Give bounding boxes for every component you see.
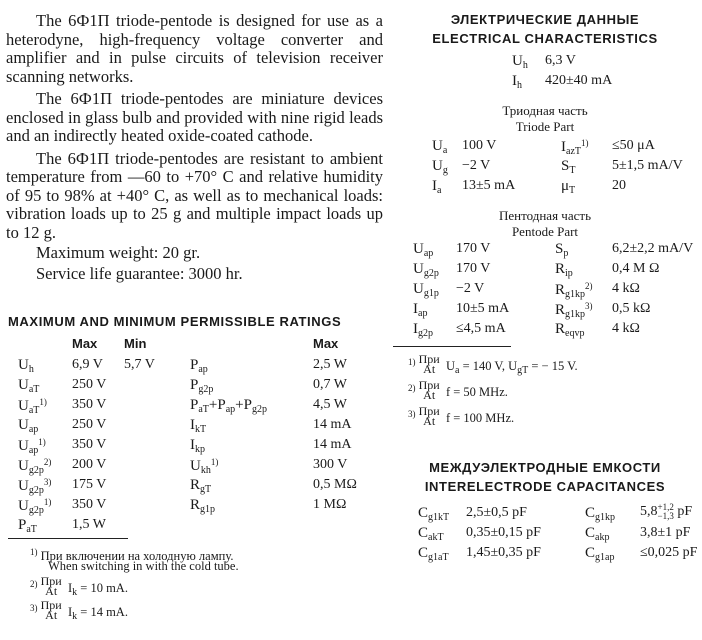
param-reqvp: $R_{eqvp}$ [555,321,585,339]
ratings-col-max: Max [72,336,98,351]
pentode-heading-ru: Пентодная часть [498,208,591,223]
value: 14 mA [313,417,352,432]
value: 175 V [72,477,107,492]
param-ua-triode: $U_a$ [432,138,448,156]
param-ih-el: $I_h$ [512,73,522,91]
param-pg2p: $P_{g2p}$ [190,377,214,395]
ratings-footnote-divider [8,538,128,539]
value: 350 V [72,397,107,412]
value: ≤50 μA [612,138,655,153]
param-uap-pentode: $U_{ap}$ [413,241,434,259]
param-uap: $U_{ap}$ [18,417,39,435]
pentode-heading-en: Pentode Part [511,224,579,239]
param-cg1kt: $C_{g1kT}$ [418,505,450,523]
value: 5,7 V [124,357,155,372]
value: 2,5 W [313,357,347,372]
capacitances-title [395,458,695,496]
param-cg1kp: $C_{g1kp}$ [585,505,616,523]
param-ia-triode: $I_a$ [432,178,442,196]
param-rg1kp-2: $R_{g1kp}^{2)}$ [555,281,593,300]
param-uh: $U_h$ [18,357,34,375]
value: 20 [612,178,626,193]
value: 4,5 W [313,397,347,412]
param-rip: $R_{ip}$ [555,261,573,279]
param-pap: $P_{ap}$ [190,357,208,375]
param-ug2p-2: $U_{g2p}^{2)}$ [18,457,52,476]
electrical-footnote-2: $^{2)}$ При At f = 50 MHz. [408,378,508,402]
param-cg1ap: $C_{g1ap}$ [585,545,615,563]
param-ug2p-3: $U_{g2p}^{3)}$ [18,477,52,496]
value: 2,5±0,5 pF [466,505,527,520]
electrical-footnote-divider [393,346,511,347]
value: 0,5 MΩ [313,477,357,492]
capacitances-title-en: INTERELECTRODE CAPACITANCES [424,479,666,494]
param-rg1kp-3: $R_{g1kp}^{3)}$ [555,301,593,320]
param-p-sum: $P_{aT}+P_{ap}+P_{g2p}$ [190,397,267,415]
ratings-title: MAXIMUM AND MINIMUM PERMISSIBLE RATINGS [8,314,342,329]
value: 6,3 V [545,53,576,68]
value: ≤0,025 pF [640,545,698,560]
value: 4 kΩ [612,321,640,336]
param-cakt: $C_{akT}$ [418,525,444,543]
value: 1,5 W [72,517,106,532]
param-uh-el: $U_h$ [512,53,528,71]
value: 0,5 kΩ [612,301,651,316]
electrical-title-en: ELECTRICAL CHARACTERISTICS [432,31,658,46]
value-cg1kp: 5,8+1,2 −1,3 pF [640,502,693,521]
intro-text [6,12,383,283]
value: 13±5 mA [462,178,516,193]
value: 420±40 mA [545,73,613,88]
electrical-footnote-3: $^{3)}$ При At f = 100 MHz. [408,404,515,428]
value: 170 V [456,241,491,256]
value: 0,4 M Ω [612,261,660,276]
param-cakp: $C_{akp}$ [585,525,610,543]
param-uat-1: $U_{aT}^{1)}$ [18,397,47,416]
pentode-heading [395,208,695,240]
intro-paragraph-1: The 6Ф1П triode-pentode is designed for use as a heterodyne, high-frequency voltage converter and amplifier and in pulse circuits of television receiver scanning networks. [6,11,383,86]
value: 6,9 V [72,357,103,372]
footnote-1-en: When switching in with the cold tube. [48,559,239,573]
value: 5±1,5 mA/V [612,158,683,173]
value: 6,2±2,2 mA/V [612,241,694,256]
param-sp: $S_p$ [555,241,569,259]
value: ≤4,5 mA [456,321,506,336]
param-ug1p-pentode: $U_{g1p}$ [413,281,439,299]
triode-heading-en: Triode Part [515,119,575,134]
param-cg1at: $C_{g1aT}$ [418,545,449,563]
intro-paragraph-2: The 6Ф1П triode-pentodes are miniature devices enclosed in glass bulb and provided with nine rigid leads and an indirectly heated oxide-coated cathode. [6,89,383,145]
value: 14 mA [313,437,352,452]
param-ug-triode: $U_g$ [432,158,448,176]
param-iap-pentode: $I_{ap}$ [413,301,428,319]
value: 100 V [462,138,497,153]
value: −2 V [462,158,491,173]
value: 200 V [72,457,107,472]
value: 250 V [72,377,107,392]
footnote-1-ru: $^{1)}$ При включении на холодную лампу. [30,547,234,563]
value: 1 MΩ [313,497,347,512]
value: 0,7 W [313,377,347,392]
value: 170 V [456,261,491,276]
electrical-title-ru: ЭЛЕКТРИЧЕСКИЕ ДАННЫЕ [450,12,640,27]
param-st: $S_T$ [561,158,576,176]
service-life: Service life guarantee: 3000 hr. [36,263,243,283]
value: 0,35±0,15 pF [466,525,541,540]
electrical-title [395,10,695,48]
param-ig2p-pentode: $I_{g2p}$ [413,321,433,339]
param-iazt: $I_{azT}^{1)}$ [561,138,589,157]
value: 10±5 mA [456,301,510,316]
footnote-3: $^{3)}$ При At $I_k = 14$ mA. [30,598,128,622]
param-ug2p-pentode: $U_{g2p}$ [413,261,439,279]
value: −2 V [456,281,485,296]
triode-heading-ru: Триодная часть [502,103,588,118]
value: 1,45±0,35 pF [466,545,541,560]
value: 350 V [72,497,107,512]
capacitances-title-ru: МЕЖДУЭЛЕКТРОДНЫЕ ЕМКОСТИ [429,460,661,475]
param-uat: $U_{aT}$ [18,377,40,395]
value: 3,8±1 pF [640,525,691,540]
param-ikt: $I_{kT}$ [190,417,207,435]
ratings-col-min: Min [124,336,147,351]
intro-paragraph-3: The 6Ф1П triode-pentodes are resistant to ambient temperature from —60 to +70° C and relative humidity of 95 to 98% at +40° C, as well as to mechanical loads: vibration loads up to 25 g and multiple impact loads up to 12 g. [6,148,383,242]
value: 350 V [72,437,107,452]
ratings-col-max-right: Max [313,336,339,351]
electrical-footnote-1: $^{1)}$ При At $U_a = 140$ V, $U_{gT}$ = − 15 V. [408,352,578,376]
value: 4 kΩ [612,281,640,296]
param-rgt: $R_{gT}$ [190,477,212,495]
value: 300 V [313,457,348,472]
value: 250 V [72,417,107,432]
param-mut: $\mu_T$ [561,178,576,196]
triode-heading [395,103,695,135]
param-uap-1: $U_{ap}^{1)}$ [18,437,46,456]
footnote-2: $^{2)}$ При At $I_k = 10$ mA. [30,574,128,598]
param-ukh: $U_{kh}^{1)}$ [190,457,219,476]
param-ikp: $I_{kp}$ [190,437,205,455]
param-pat: $P_{aT}$ [18,517,37,535]
param-rg1p: $R_{g1p}$ [190,497,216,515]
max-weight: Maximum weight: 20 gr. [36,243,201,262]
param-ug2p-1: $U_{g2p}^{1)}$ [18,497,52,516]
